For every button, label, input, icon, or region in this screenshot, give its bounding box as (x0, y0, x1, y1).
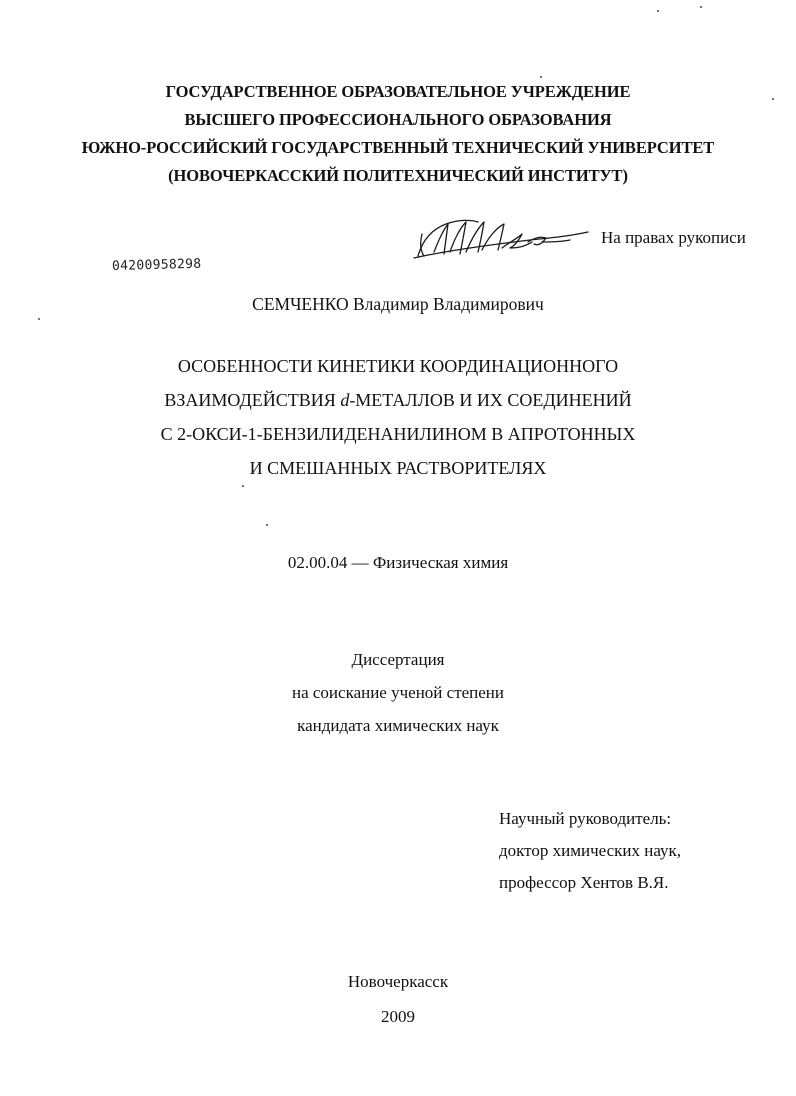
title-line-3: С 2-ОКСИ-1-БЕНЗИЛИДЕНАНИЛИНОМ В АПРОТОННЫХ (160, 424, 636, 444)
title-line-2-italic: d (340, 390, 350, 410)
supervisor-line-1: Научный руководитель: (499, 809, 672, 828)
degree-block (0, 643, 796, 742)
manuscript-note: На правах рукописи (601, 228, 746, 247)
city: Новочеркасск (347, 972, 449, 991)
imprint-block (0, 964, 796, 1034)
institution-line-4: (НОВОЧЕРКАССКИЙ ПОЛИТЕХНИЧЕСКИЙ ИНСТИТУТ) (168, 166, 628, 185)
registration-number: 04200958298 (111, 256, 202, 274)
supervisor-block (499, 803, 681, 899)
supervisor-line-3: профессор Хентов В.Я. (499, 873, 669, 892)
institution-line-2: ВЫСШЕГО ПРОФЕССИОНАЛЬНОГО ОБРАЗОВАНИЯ (184, 110, 612, 129)
handwritten-signature (410, 212, 595, 264)
scan-speck (38, 318, 40, 320)
title-line-2 (0, 383, 796, 417)
title-line-4: И СМЕШАННЫХ РАСТВОРИТЕЛЯХ (249, 458, 547, 478)
scan-speck (772, 98, 774, 100)
degree-line-2: на соискание ученой степени (291, 683, 505, 702)
degree-line-1: Диссертация (351, 650, 445, 669)
scan-speck (657, 10, 659, 12)
title-line-1: ОСОБЕННОСТИ КИНЕТИКИ КООРДИНАЦИОННОГО (177, 356, 619, 376)
year: 2009 (381, 1007, 415, 1026)
author-name: СЕМЧЕНКО Владимир Владимирович (252, 294, 544, 314)
title-line-2-part-a: ВЗАИМОДЕЙСТВИЯ (164, 390, 341, 410)
specialty-block (0, 546, 796, 579)
institution-header (0, 78, 796, 190)
scan-speck (700, 6, 702, 8)
institution-line-3: ЮЖНО-РОССИЙСКИЙ ГОСУДАРСТВЕННЫЙ ТЕХНИЧЕСКИЙ УНИВЕРСИТЕТ (81, 138, 715, 157)
supervisor-line-2: доктор химических наук, (499, 841, 682, 860)
specialty-code: 02.00.04 — Физическая химия (287, 553, 509, 572)
title-line-2-part-b: -МЕТАЛЛОВ И ИХ СОЕДИНЕНИЙ (349, 390, 632, 410)
scan-speck (242, 485, 244, 487)
degree-line-3: кандидата химических наук (297, 716, 499, 735)
scan-speck (540, 76, 542, 78)
author-block (0, 288, 796, 321)
scan-speck (266, 524, 268, 526)
institution-line-1: ГОСУДАРСТВЕННОЕ ОБРАЗОВАТЕЛЬНОЕ УЧРЕЖДЕНИЕ (165, 82, 631, 101)
dissertation-title (0, 349, 796, 485)
